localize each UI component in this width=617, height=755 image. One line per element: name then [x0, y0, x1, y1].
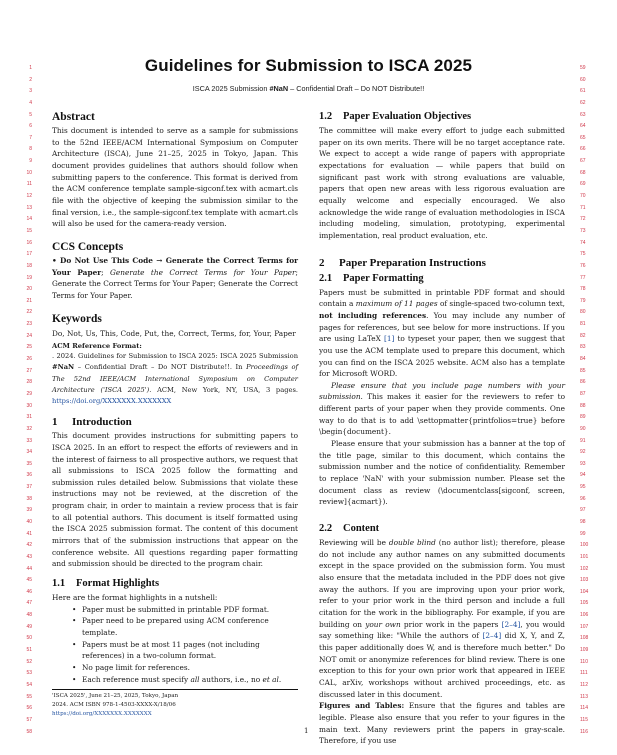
line-number: 97 — [580, 507, 586, 514]
acm-ref-text — [52, 351, 298, 407]
text: Ensure that the figures and tables are legible. Please also ensure that you refer to your figures in the main text. Many reviewers print the papers in gray-scale. Therefore, if you use — [319, 701, 565, 746]
acm-ref-part3: . ACM, New York, NY, USA, 3 pages. — [149, 385, 298, 394]
text: This makes it easier for the reviewers to refer to different parts of your paper when they provide comments. One way to do that is to add \settopmatter{printfolios=true} before \begin{document}. — [319, 392, 565, 437]
line-number: 23 — [26, 321, 32, 328]
line-number: 33 — [26, 437, 32, 444]
acm-ref-part2: – Confidential Draft – Do NOT Distribute!!. In — [74, 363, 247, 372]
abstract-heading: Abstract — [52, 111, 95, 123]
line-number: 71 — [580, 204, 586, 211]
paper-title: Guidelines for Submission to ISCA 2025 — [144, 56, 473, 75]
text: (no author list); therefore, please do not include any author names on any submitted documents except in the space provided on the submission form. You must also ensure that the metadata included in the PDF does not give away the authors. If you are improving upon your prior work, refer to your prior work in the third person and include a full citation for the work in the bibliography. For example, if you are building on — [319, 538, 565, 629]
ccs-text — [52, 255, 298, 302]
line-number: 79 — [580, 297, 586, 304]
section-content-heading — [319, 522, 565, 536]
line-number: 86 — [580, 379, 586, 386]
line-number: 112 — [580, 681, 588, 688]
formatting-paragraph-3: Please ensure that your submission has a banner at the top of the title page, similar to this document, which contains the submission number and the notice of confidentiality. Remember to replace 'NaN' with your submission number. Please set the document class as review (\documentclass[sigconf, screen, review]{acmart}). — [319, 439, 565, 507]
section-preparation-heading — [319, 256, 565, 270]
line-number: 2 — [29, 76, 32, 83]
line-number: 43 — [26, 553, 32, 560]
line-number: 17 — [26, 251, 32, 258]
section-title: Format Highlights — [76, 578, 160, 590]
section-introduction-heading — [52, 415, 298, 429]
line-number: 89 — [580, 414, 586, 421]
footnote-doi-link[interactable]: https://doi.org/XXXXXXX.XXXXXXX — [52, 711, 152, 718]
figures-tables-bold: Figures and Tables: — [319, 701, 405, 711]
line-number: 32 — [26, 425, 32, 432]
text: to typeset your paper, then we suggest that you use the ACM template used to prepare this document, which you can find on the ISCA 2025 website. ACM also has a template for Microsoft WORD. — [319, 334, 565, 379]
acm-ref-proceedings: Proceedings of The 52nd IEEE/ACM International Symposium on Computer Architecture ('ISCA 2025') — [52, 363, 298, 394]
max-pages-italic: maximum of 11 pages — [355, 299, 438, 309]
citation-link[interactable]: [2–4] — [482, 631, 502, 641]
line-number: 38 — [26, 495, 32, 502]
line-number: 99 — [580, 530, 586, 537]
line-number: 16 — [26, 239, 32, 246]
acm-ref-part1: . 2024. Guidelines for Submission to ISCA 2025: ISCA 2025 Submission — [52, 352, 298, 361]
ccs-sep: ; — [101, 267, 111, 277]
line-number: 70 — [580, 193, 586, 200]
line-number: 40 — [26, 518, 32, 525]
line-number: 13 — [26, 204, 32, 211]
line-number: 31 — [26, 414, 32, 421]
line-number: 110 — [580, 658, 588, 665]
formatting-paragraph-1 — [319, 287, 565, 380]
line-number: 91 — [580, 437, 586, 444]
ccs-heading: CCS Concepts — [52, 240, 124, 253]
line-number: 108 — [580, 635, 589, 642]
line-number: 116 — [580, 728, 588, 735]
line-number: 87 — [580, 390, 586, 397]
abstract-text: This document is intended to serve as a sample for submissions to the 52nd IEEE/ACM International Symposium on Computer Architecture (ISCA), June 21–25, 2025 in Tokyo, Japan. This document provides guidelines that authors should follow when submitting papers to the conference. This format is derived from the ACM conference template sample-sigconf.tex with acmart.cls file with the objective of keeping the submission similar to the final version, i.e., the sample-sigconf.tex template with acmart.cls will also be used for the camera-ready version. — [52, 126, 298, 229]
item-text: authors, i.e., no — [199, 674, 263, 684]
line-number: 106 — [580, 612, 589, 619]
line-number: 104 — [580, 588, 589, 595]
introduction-text: This document provides instructions for submitting papers to ISCA 2025. In an effort to respect the efforts of reviewers and in the interest of fairness to all prospective authors, we request that all submissions to ISCA 2025 follow the formatting and submission rules detailed below. Submissions that violate these instructions may not be reviewed, at the discretion of the program chair, in order to maintain a review process that is fair to all potential authors. This document is itself formatted using the ISCA 2025 submission format. The content of this document mirrors that of the submission instructions that appear on the conference website. All questions regarding paper formatting and submission should be directed to the program chair. — [52, 431, 298, 569]
line-number: 83 — [580, 344, 586, 351]
line-number: 67 — [580, 158, 586, 165]
highlights-list — [52, 604, 298, 686]
line-number: 76 — [580, 262, 586, 269]
footnote-isbn: 2024. ACM ISBN 978-1-4503-XXXX-X/18/06 — [52, 702, 176, 709]
list-item: • Paper must be submitted in printable PDF format. — [82, 604, 298, 616]
footnote-venue: 'ISCA 2025', June 21–25, 2025, Tokyo, Japan — [52, 693, 179, 700]
section-formatting-heading — [319, 272, 565, 286]
item-italic-etal: et al. — [262, 674, 282, 684]
right-column — [319, 108, 565, 747]
line-number: 53 — [26, 670, 32, 677]
content-paragraph-1 — [319, 537, 565, 700]
line-number: 37 — [26, 484, 32, 491]
line-number: 18 — [26, 262, 32, 269]
footnote-block — [52, 689, 298, 719]
line-number: 8 — [29, 146, 32, 153]
line-number: 12 — [26, 193, 32, 200]
line-number: 88 — [580, 402, 586, 409]
section-title: Introduction — [72, 416, 132, 429]
line-number: 72 — [580, 216, 586, 223]
line-number: 34 — [26, 449, 32, 456]
text: Reviewing will be — [319, 538, 389, 548]
line-number: 30 — [26, 402, 32, 409]
line-number: 69 — [580, 181, 586, 188]
list-item: • Papers must be at most 11 pages (not including references) in a two-column format. — [82, 639, 298, 662]
line-number: 102 — [580, 565, 589, 572]
list-item: • Paper need to be prepared using ACM conference template. — [82, 615, 298, 638]
line-number: 95 — [580, 484, 586, 491]
line-number: 36 — [26, 472, 32, 479]
line-number: 94 — [580, 472, 586, 479]
formatting-paragraph-2 — [319, 380, 565, 438]
line-number: 65 — [580, 134, 586, 141]
line-number: 9 — [29, 158, 32, 165]
line-number: 58 — [26, 728, 32, 735]
line-number: 115 — [580, 716, 588, 723]
line-number: 1 — [29, 65, 32, 71]
line-number: 61 — [580, 88, 586, 95]
item-text: Each reference must specify — [82, 674, 191, 684]
line-number: 25 — [26, 344, 32, 351]
line-number: 114 — [580, 705, 588, 712]
line-number: 60 — [580, 76, 586, 83]
section-title: Paper Evaluation Objectives — [343, 111, 472, 122]
banner-suffix: – Confidential Draft – Do NOT Distribute!! — [288, 84, 425, 93]
line-number: 49 — [26, 623, 32, 630]
line-number: 47 — [26, 600, 32, 607]
line-number: 85 — [580, 367, 586, 374]
acm-ref-heading: ACM Reference Format: — [52, 342, 142, 351]
section-number: 2 — [319, 256, 325, 269]
section-title: Paper Formatting — [343, 272, 424, 284]
text: , you would say something like: "While the authors of — [319, 619, 565, 641]
ccs-italic: Generate the Correct Terms for Your Paper — [110, 267, 296, 277]
line-number: 7 — [29, 134, 32, 141]
latex-logo: LaTeX — [357, 334, 381, 344]
line-number: 73 — [580, 227, 586, 234]
acm-ref-id: #NaN — [52, 363, 75, 372]
ccs-bold: • Do Not Use This Code → Generate the Correct Terms for Your Paper — [52, 255, 298, 277]
your-own-italic: your own — [365, 619, 401, 629]
text: did X, Y, and Z, this paper additionally does W, and is therefore much better." Do NOT omit or anonymize references for blind review. There is one exception to this for your own prior work that appeared in IEEE CAL, arXiv, workshops without archived proceedings, etc. as discussed later in this document. — [319, 631, 565, 699]
line-number: 51 — [26, 647, 32, 654]
submission-banner — [0, 84, 617, 93]
line-number: 3 — [29, 88, 32, 95]
line-number: 62 — [580, 99, 586, 106]
line-number: 6 — [29, 123, 32, 130]
page-number: 1 — [304, 727, 309, 735]
line-number: 29 — [26, 390, 32, 397]
line-number: 77 — [580, 274, 586, 281]
line-number: 59 — [580, 65, 586, 71]
section-format-highlights-heading — [52, 577, 298, 591]
line-number: 66 — [580, 146, 586, 153]
text: Papers must be submitted in printable PDF format and should contain a — [319, 287, 565, 309]
line-number: 42 — [26, 542, 32, 549]
line-number: 55 — [26, 693, 32, 700]
line-number: 5 — [29, 111, 32, 118]
line-number: 113 — [580, 693, 588, 700]
section-number: 1.2 — [319, 111, 333, 122]
line-number: 78 — [580, 286, 586, 293]
keywords-text: Do, Not, Us, This, Code, Put, the, Correct, Terms, for, Your, Paper — [52, 328, 296, 338]
line-number: 81 — [580, 321, 586, 328]
line-number: 46 — [26, 588, 32, 595]
keywords-heading: Keywords — [52, 312, 102, 325]
content-paragraph-figures — [319, 700, 565, 747]
text: of single-spaced two-column text, — [437, 299, 566, 309]
line-number: 44 — [26, 565, 32, 572]
line-number: 100 — [580, 542, 589, 549]
line-number: 56 — [26, 705, 32, 712]
section-evaluation-heading — [319, 110, 565, 124]
line-number: 64 — [580, 123, 586, 130]
line-number: 22 — [26, 309, 32, 316]
line-number: 90 — [580, 425, 586, 432]
line-number: 84 — [580, 356, 586, 363]
not-including-references-bold: not including references — [319, 310, 427, 320]
double-blind-italic: double blind — [388, 538, 436, 548]
section-number: 2.1 — [319, 272, 333, 284]
line-number: 26 — [26, 356, 32, 363]
submission-id: #NaN — [269, 84, 289, 93]
section-title: Content — [343, 523, 380, 535]
line-number: 93 — [580, 460, 586, 467]
text: . You may include any number of pages for references, but see below for more instructions. If you are using — [319, 310, 566, 344]
line-number: 101 — [580, 553, 589, 560]
line-number: 45 — [26, 577, 32, 584]
page-numbers-italic: Please ensure that you include page numbers with your submission. — [319, 380, 565, 402]
line-number: 11 — [26, 181, 32, 188]
line-number: 39 — [26, 507, 32, 514]
line-number: 28 — [26, 379, 32, 386]
list-item — [82, 674, 298, 686]
line-number: 103 — [580, 577, 589, 584]
line-number: 52 — [26, 658, 32, 665]
line-number: 75 — [580, 251, 586, 258]
line-number: 54 — [26, 681, 32, 688]
line-number: 24 — [26, 332, 32, 339]
line-number: 19 — [26, 274, 32, 281]
line-number: 4 — [29, 99, 32, 106]
left-line-numbers — [18, 63, 32, 738]
citation-link[interactable]: [2–4] — [501, 619, 521, 629]
banner-prefix: ISCA 2025 Submission — [192, 84, 270, 93]
line-number: 14 — [26, 216, 32, 223]
line-number: 96 — [580, 495, 586, 502]
line-number: 109 — [580, 647, 589, 654]
text: prior work in the papers — [400, 619, 502, 629]
line-number: 35 — [26, 460, 32, 467]
evaluation-text: The committee will make every effort to judge each submitted paper on its own merits. There will be no target acceptance rate. We expect to accept a wide range of papers with appropriate expectations for evaluation — while papers that build on significant past work with strong evaluations are valuable, papers that open new areas with less rigorous evaluation are equally welcome and especially encouraged. We also acknowledge the wide range of evaluation methodologies in ISCA including modeling, simulation, prototyping, experimental implementation, real product evaluation, etc. — [319, 126, 565, 240]
line-number: 111 — [580, 670, 588, 677]
line-number: 68 — [580, 169, 586, 176]
section-number: 1 — [52, 416, 58, 429]
citation-link[interactable]: [1] — [383, 334, 395, 344]
section-title: Paper Preparation Instructions — [339, 256, 486, 269]
line-number: 10 — [26, 169, 32, 176]
ccs-rest: ; Generate the Correct Terms for Your Paper; Generate the Correct Terms for Your Paper. — [52, 267, 299, 300]
acm-ref-doi-link[interactable]: https://doi.org/XXXXXXX.XXXXXXX — [52, 397, 172, 405]
line-number: 105 — [580, 600, 589, 607]
line-number: 98 — [580, 518, 586, 525]
line-number: 50 — [26, 635, 32, 642]
left-column — [52, 108, 298, 719]
line-number: 57 — [26, 716, 32, 723]
line-number: 107 — [580, 623, 589, 630]
section-number: 2.2 — [319, 523, 333, 535]
item-italic-all: all — [190, 674, 200, 684]
line-number: 92 — [580, 449, 586, 456]
line-number: 21 — [26, 297, 32, 304]
line-number: 74 — [580, 239, 586, 246]
line-number: 27 — [26, 367, 32, 374]
line-number: 48 — [26, 612, 32, 619]
line-number: 63 — [580, 111, 586, 118]
highlights-lead: Here are the format highlights in a nutshell: — [52, 593, 218, 603]
line-number: 41 — [26, 530, 32, 537]
right-line-numbers — [580, 63, 594, 738]
line-number: 15 — [26, 227, 32, 234]
line-number: 80 — [580, 309, 586, 316]
line-number: 20 — [26, 286, 32, 293]
list-item: • No page limit for references. — [82, 662, 298, 674]
section-number: 1.1 — [52, 578, 66, 590]
line-number: 82 — [580, 332, 586, 339]
